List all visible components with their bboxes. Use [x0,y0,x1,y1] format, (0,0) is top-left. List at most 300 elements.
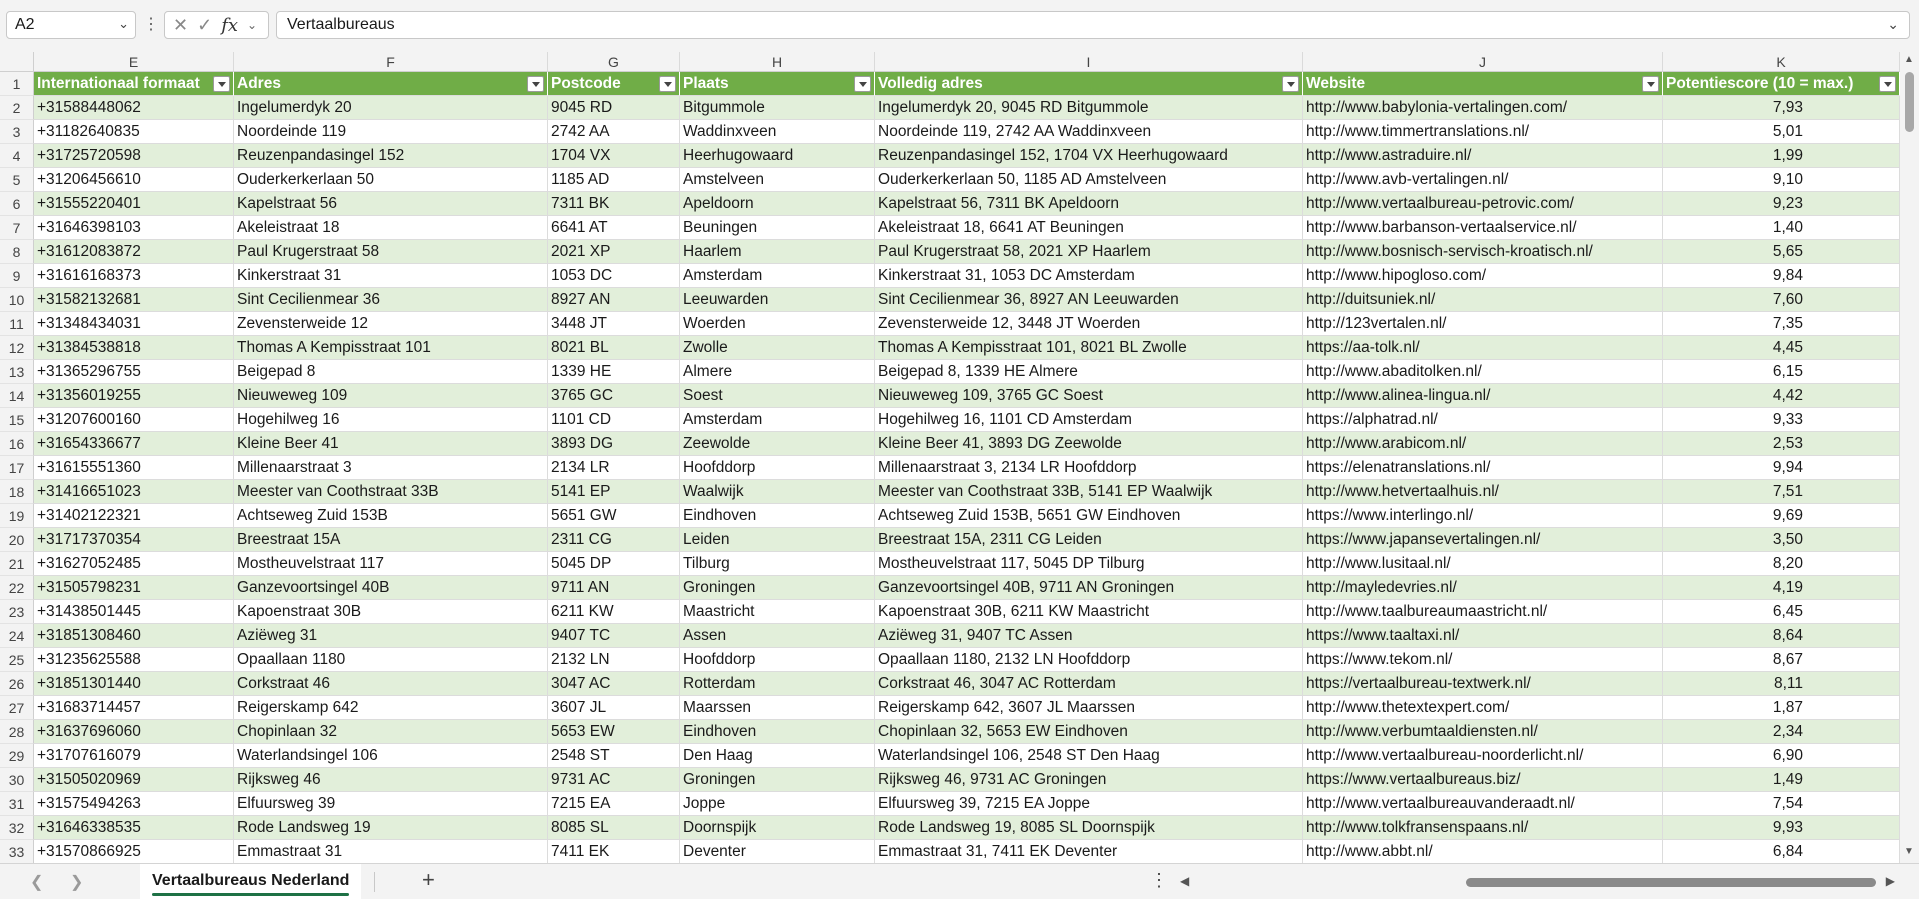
scroll-up-icon[interactable]: ▲ [1904,54,1914,65]
table-cell[interactable] [234,768,548,792]
table-cell[interactable] [1303,576,1663,600]
table-cell[interactable] [34,384,234,408]
horizontal-scrollbar[interactable] [1180,874,1895,890]
row-number[interactable]: 22 [0,576,34,600]
row-number[interactable]: 24 [0,624,34,648]
table-cell[interactable] [680,528,875,552]
row-number[interactable]: 28 [0,720,34,744]
table-cell[interactable] [1663,744,1900,768]
table-cell[interactable] [234,480,548,504]
table-cell[interactable] [548,624,680,648]
table-cell[interactable] [875,144,1303,168]
expand-formula-icon[interactable]: ⌄ [1887,16,1899,32]
table-cell[interactable] [875,384,1303,408]
table-cell[interactable] [1663,312,1900,336]
row-number[interactable]: 7 [0,216,34,240]
table-cell[interactable] [875,96,1303,120]
table-cell[interactable] [234,96,548,120]
table-cell[interactable] [1303,240,1663,264]
select-all-corner[interactable] [0,52,34,72]
table-cell[interactable] [234,144,548,168]
table-cell[interactable] [680,312,875,336]
table-cell[interactable] [875,336,1303,360]
table-cell[interactable] [680,744,875,768]
sheet-tab-active[interactable] [140,864,361,899]
row-number[interactable]: 6 [0,192,34,216]
table-cell[interactable] [34,288,234,312]
horizontal-scroll-thumb[interactable] [1466,878,1876,887]
table-cell[interactable] [34,744,234,768]
row-number[interactable]: 26 [0,672,34,696]
table-cell[interactable] [875,696,1303,720]
table-cell[interactable] [680,792,875,816]
insert-function-icon[interactable]: fx [221,14,239,36]
table-cell[interactable] [1663,768,1900,792]
row-number[interactable]: 32 [0,816,34,840]
table-cell[interactable] [1663,552,1900,576]
row-number[interactable]: 11 [0,312,34,336]
table-cell[interactable] [875,456,1303,480]
table-cell[interactable] [875,792,1303,816]
row-number[interactable]: 18 [0,480,34,504]
table-cell[interactable] [1303,384,1663,408]
more-options-icon[interactable]: ⋮ [1150,870,1168,890]
header-cell[interactable] [34,72,234,96]
row-number[interactable]: 19 [0,504,34,528]
table-cell[interactable] [1663,216,1900,240]
header-cell[interactable] [548,72,680,96]
table-cell[interactable] [875,240,1303,264]
filter-dropdown-icon[interactable] [659,76,676,92]
scroll-down-icon[interactable]: ▼ [1904,846,1914,857]
table-cell[interactable] [875,480,1303,504]
table-cell[interactable] [680,672,875,696]
table-cell[interactable] [548,480,680,504]
table-cell[interactable] [1303,816,1663,840]
previous-sheet-icon[interactable]: ❮ [30,874,44,891]
filter-dropdown-icon[interactable] [854,76,871,92]
filter-dropdown-icon[interactable] [527,76,544,92]
table-cell[interactable] [680,384,875,408]
table-cell[interactable] [1303,672,1663,696]
table-cell[interactable] [34,456,234,480]
table-cell[interactable] [34,576,234,600]
table-cell[interactable] [875,840,1303,863]
row-number[interactable]: 20 [0,528,34,552]
table-cell[interactable] [234,648,548,672]
table-cell[interactable] [548,120,680,144]
table-cell[interactable] [1303,144,1663,168]
table-cell[interactable] [34,360,234,384]
row-number[interactable]: 21 [0,552,34,576]
row-number[interactable]: 5 [0,168,34,192]
row-number[interactable]: 23 [0,600,34,624]
table-cell[interactable] [680,216,875,240]
table-cell[interactable] [1303,624,1663,648]
table-cell[interactable] [234,216,548,240]
table-cell[interactable] [234,816,548,840]
table-cell[interactable] [875,552,1303,576]
table-cell[interactable] [1663,672,1900,696]
table-cell[interactable] [1303,192,1663,216]
table-cell[interactable] [875,360,1303,384]
table-cell[interactable] [875,120,1303,144]
table-cell[interactable] [875,576,1303,600]
table-cell[interactable] [34,600,234,624]
table-cell[interactable] [234,288,548,312]
table-cell[interactable] [548,528,680,552]
table-cell[interactable] [875,432,1303,456]
table-cell[interactable] [1663,480,1900,504]
table-cell[interactable] [1303,768,1663,792]
table-cell[interactable] [548,696,680,720]
table-cell[interactable] [34,168,234,192]
table-cell[interactable] [548,456,680,480]
vertical-scrollbar[interactable] [1900,52,1919,863]
table-cell[interactable] [875,744,1303,768]
filter-dropdown-icon[interactable] [1282,76,1299,92]
table-cell[interactable] [1303,696,1663,720]
table-cell[interactable] [875,648,1303,672]
table-cell[interactable] [234,504,548,528]
table-cell[interactable] [1663,144,1900,168]
table-cell[interactable] [34,552,234,576]
table-cell[interactable] [234,840,548,863]
formula-input[interactable] [276,11,1910,39]
table-cell[interactable] [680,360,875,384]
table-cell[interactable] [548,816,680,840]
table-cell[interactable] [1303,432,1663,456]
table-cell[interactable] [548,576,680,600]
table-cell[interactable] [1663,504,1900,528]
table-cell[interactable] [875,624,1303,648]
table-cell[interactable] [34,240,234,264]
table-cell[interactable] [548,720,680,744]
table-cell[interactable] [680,600,875,624]
table-cell[interactable] [1303,744,1663,768]
table-cell[interactable] [34,792,234,816]
header-cell[interactable] [234,72,548,96]
table-cell[interactable] [680,432,875,456]
table-cell[interactable] [234,264,548,288]
table-cell[interactable] [34,696,234,720]
row-number[interactable]: 25 [0,648,34,672]
table-cell[interactable] [548,744,680,768]
column-header[interactable]: E [34,52,234,72]
table-cell[interactable] [1303,552,1663,576]
table-cell[interactable] [1663,288,1900,312]
table-cell[interactable] [548,216,680,240]
table-cell[interactable] [234,240,548,264]
scroll-left-icon[interactable]: ◀ [1180,874,1190,888]
table-cell[interactable] [1663,696,1900,720]
table-cell[interactable] [1303,720,1663,744]
table-cell[interactable] [1663,576,1900,600]
table-cell[interactable] [234,120,548,144]
scroll-right-icon[interactable]: ▶ [1885,874,1895,888]
table-cell[interactable] [1303,216,1663,240]
table-cell[interactable] [680,552,875,576]
row-number[interactable]: 3 [0,120,34,144]
table-cell[interactable] [1303,840,1663,863]
table-cell[interactable] [234,312,548,336]
table-cell[interactable] [1303,408,1663,432]
table-cell[interactable] [1303,600,1663,624]
table-cell[interactable] [680,696,875,720]
table-cell[interactable] [875,528,1303,552]
table-cell[interactable] [548,384,680,408]
table-cell[interactable] [1663,528,1900,552]
header-cell[interactable] [680,72,875,96]
row-number[interactable]: 29 [0,744,34,768]
table-cell[interactable] [34,648,234,672]
table-cell[interactable] [1663,120,1900,144]
row-number[interactable]: 2 [0,96,34,120]
table-cell[interactable] [1663,600,1900,624]
table-cell[interactable] [548,192,680,216]
table-cell[interactable] [680,816,875,840]
table-cell[interactable] [1663,408,1900,432]
table-cell[interactable] [34,840,234,863]
table-cell[interactable] [548,648,680,672]
table-cell[interactable] [548,432,680,456]
table-cell[interactable] [34,816,234,840]
chevron-down-icon[interactable]: ⌄ [118,16,129,31]
header-cell[interactable] [1303,72,1663,96]
table-cell[interactable] [34,768,234,792]
table-cell[interactable] [1303,480,1663,504]
column-header[interactable]: J [1303,52,1663,72]
row-number[interactable]: 15 [0,408,34,432]
table-cell[interactable] [1303,648,1663,672]
table-cell[interactable] [34,312,234,336]
table-cell[interactable] [1303,120,1663,144]
filter-dropdown-icon[interactable] [213,76,230,92]
table-cell[interactable] [1303,168,1663,192]
row-number[interactable]: 16 [0,432,34,456]
column-header[interactable]: G [548,52,680,72]
table-cell[interactable] [875,264,1303,288]
table-cell[interactable] [1303,264,1663,288]
table-cell[interactable] [1663,264,1900,288]
cancel-icon[interactable]: ✕ [173,14,189,35]
table-cell[interactable] [548,312,680,336]
table-cell[interactable] [1303,336,1663,360]
table-cell[interactable] [548,552,680,576]
row-number[interactable]: 31 [0,792,34,816]
table-cell[interactable] [875,192,1303,216]
column-header[interactable]: H [680,52,875,72]
table-cell[interactable] [548,600,680,624]
row-number[interactable]: 13 [0,360,34,384]
table-cell[interactable] [680,120,875,144]
table-cell[interactable] [34,216,234,240]
table-cell[interactable] [548,144,680,168]
check-icon[interactable]: ✓ [197,14,213,35]
table-cell[interactable] [234,576,548,600]
table-cell[interactable] [875,408,1303,432]
table-cell[interactable] [680,624,875,648]
row-number[interactable]: 9 [0,264,34,288]
table-cell[interactable] [1303,456,1663,480]
table-cell[interactable] [34,624,234,648]
table-cell[interactable] [680,648,875,672]
table-cell[interactable] [875,216,1303,240]
table-cell[interactable] [234,192,548,216]
table-cell[interactable] [1663,648,1900,672]
row-number[interactable]: 14 [0,384,34,408]
table-cell[interactable] [34,432,234,456]
table-cell[interactable] [34,528,234,552]
table-cell[interactable] [548,264,680,288]
table-cell[interactable] [875,768,1303,792]
table-cell[interactable] [1663,816,1900,840]
table-cell[interactable] [1663,336,1900,360]
more-options-icon[interactable]: ⋮ [143,16,159,33]
header-cell[interactable] [875,72,1303,96]
table-cell[interactable] [1663,96,1900,120]
table-cell[interactable] [548,360,680,384]
table-cell[interactable] [1663,840,1900,863]
table-cell[interactable] [680,192,875,216]
table-cell[interactable] [234,624,548,648]
table-cell[interactable] [548,288,680,312]
table-cell[interactable] [680,840,875,863]
row-number[interactable]: 8 [0,240,34,264]
filter-dropdown-icon[interactable] [1879,76,1896,92]
header-cell[interactable] [1663,72,1900,96]
spreadsheet-grid[interactable] [0,52,1900,863]
table-cell[interactable] [34,720,234,744]
table-cell[interactable] [234,792,548,816]
table-cell[interactable] [1663,384,1900,408]
table-cell[interactable] [875,600,1303,624]
table-cell[interactable] [875,504,1303,528]
table-cell[interactable] [234,336,548,360]
table-cell[interactable] [1663,192,1900,216]
table-cell[interactable] [1303,504,1663,528]
table-cell[interactable] [34,336,234,360]
filter-dropdown-icon[interactable] [1642,76,1659,92]
table-cell[interactable] [234,360,548,384]
table-cell[interactable] [548,792,680,816]
row-number[interactable]: 27 [0,696,34,720]
table-cell[interactable] [875,720,1303,744]
table-cell[interactable] [234,384,548,408]
table-cell[interactable] [680,288,875,312]
table-cell[interactable] [548,240,680,264]
table-cell[interactable] [1663,792,1900,816]
table-cell[interactable] [548,504,680,528]
table-cell[interactable] [680,240,875,264]
table-cell[interactable] [1663,720,1900,744]
table-cell[interactable] [1663,168,1900,192]
table-cell[interactable] [875,288,1303,312]
table-cell[interactable] [875,672,1303,696]
table-cell[interactable] [680,720,875,744]
next-sheet-icon[interactable]: ❯ [70,874,84,891]
table-cell[interactable] [234,552,548,576]
table-cell[interactable] [234,720,548,744]
table-cell[interactable] [548,840,680,863]
table-cell[interactable] [1303,792,1663,816]
table-cell[interactable] [34,480,234,504]
table-cell[interactable] [234,408,548,432]
row-number[interactable]: 10 [0,288,34,312]
table-cell[interactable] [1303,360,1663,384]
table-cell[interactable] [680,504,875,528]
table-cell[interactable] [1303,288,1663,312]
table-cell[interactable] [680,408,875,432]
row-number[interactable]: 1 [0,72,34,96]
table-cell[interactable] [680,168,875,192]
table-cell[interactable] [234,432,548,456]
table-cell[interactable] [234,168,548,192]
table-cell[interactable] [34,408,234,432]
table-cell[interactable] [34,144,234,168]
table-cell[interactable] [680,456,875,480]
row-number[interactable]: 17 [0,456,34,480]
table-cell[interactable] [875,168,1303,192]
table-cell[interactable] [34,96,234,120]
table-cell[interactable] [548,408,680,432]
row-number[interactable]: 4 [0,144,34,168]
table-cell[interactable] [680,96,875,120]
table-cell[interactable] [34,504,234,528]
table-cell[interactable] [875,816,1303,840]
table-cell[interactable] [1663,624,1900,648]
table-cell[interactable] [34,192,234,216]
vertical-scroll-thumb[interactable] [1905,72,1914,132]
column-header[interactable]: F [234,52,548,72]
chevron-down-icon[interactable]: ⌄ [247,18,258,32]
table-cell[interactable] [234,696,548,720]
table-cell[interactable] [1303,312,1663,336]
add-sheet-icon[interactable]: + [422,867,435,892]
table-cell[interactable] [1303,528,1663,552]
table-cell[interactable] [680,144,875,168]
column-header[interactable]: K [1663,52,1900,72]
table-cell[interactable] [1663,240,1900,264]
table-cell[interactable] [34,264,234,288]
table-cell[interactable] [234,672,548,696]
row-number[interactable]: 12 [0,336,34,360]
table-cell[interactable] [1663,360,1900,384]
table-cell[interactable] [548,672,680,696]
table-cell[interactable] [34,120,234,144]
table-cell[interactable] [548,96,680,120]
table-cell[interactable] [548,168,680,192]
table-cell[interactable] [680,768,875,792]
table-cell[interactable] [548,768,680,792]
table-cell[interactable] [680,336,875,360]
table-cell[interactable] [34,672,234,696]
table-cell[interactable] [1663,432,1900,456]
table-cell[interactable] [234,528,548,552]
table-cell[interactable] [1663,456,1900,480]
table-cell[interactable] [680,576,875,600]
table-cell[interactable] [680,264,875,288]
table-cell[interactable] [234,456,548,480]
table-cell[interactable] [680,480,875,504]
table-cell[interactable] [1303,96,1663,120]
table-cell[interactable] [548,336,680,360]
table-cell[interactable] [234,600,548,624]
name-box[interactable] [6,11,136,39]
table-cell[interactable] [234,744,548,768]
row-number[interactable]: 30 [0,768,34,792]
row-number[interactable]: 33 [0,840,34,863]
